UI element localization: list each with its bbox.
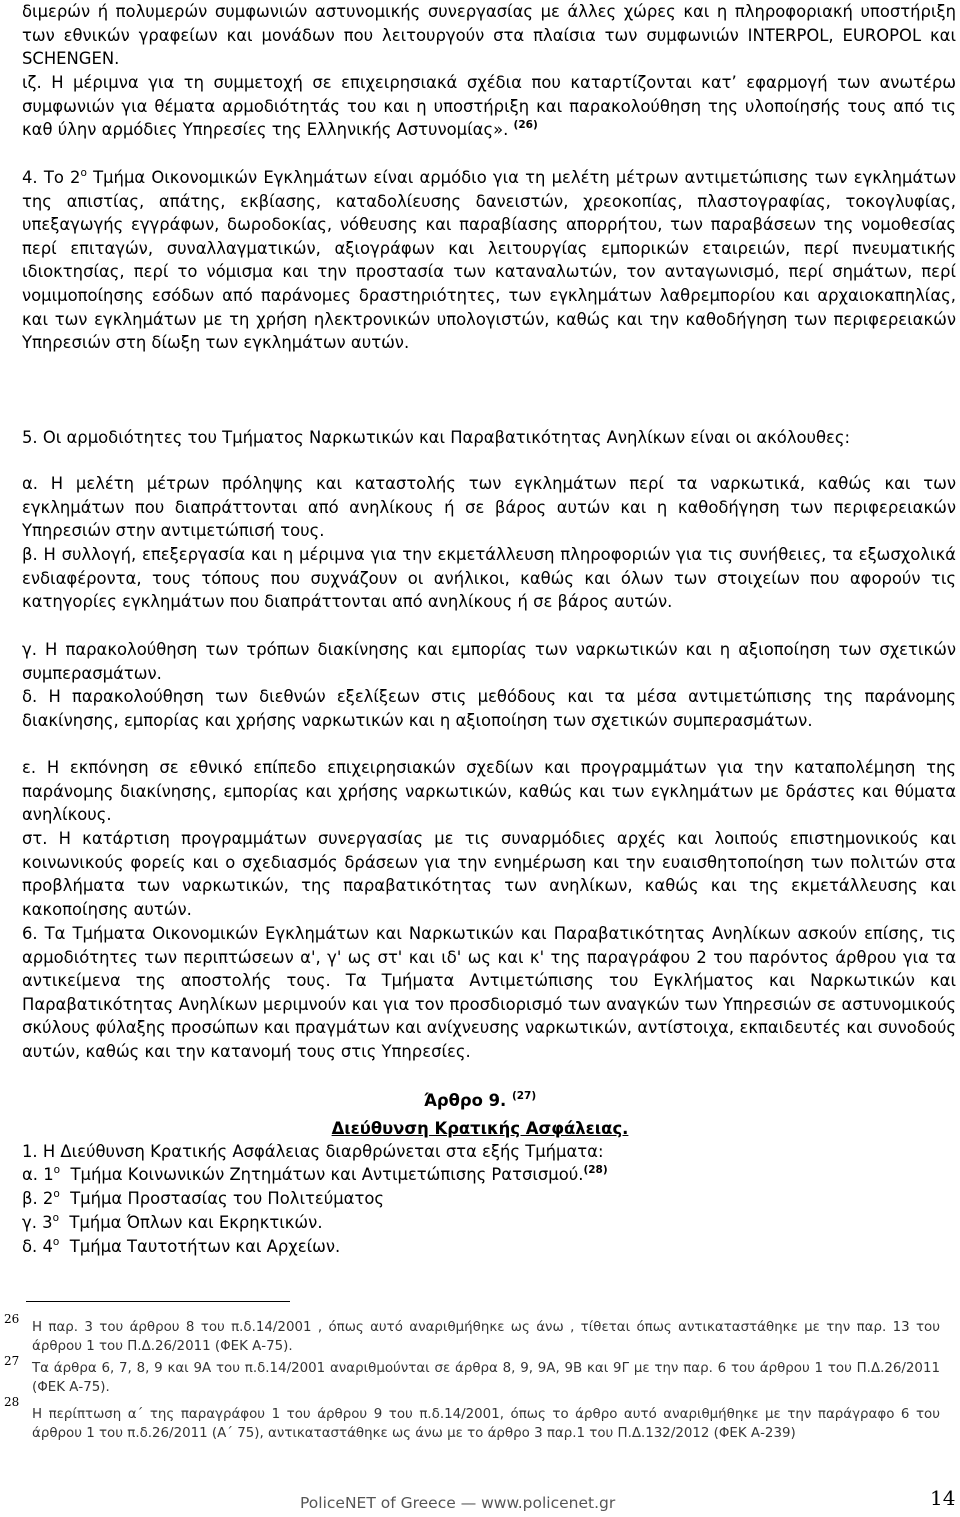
department-item bbox=[22, 1187, 956, 1211]
page-footer-source: PoliceNET of Greece — www.policenet.gr bbox=[300, 1494, 616, 1512]
paragraph-4 bbox=[22, 166, 956, 355]
paragraph-5d: δ. Η παρακολούθηση των διεθνών εξελίξεων στις μεθόδους και τα μέσα αντιμετώπισης της παράνομης διακίνησης, εμπορίας και χρήσης ναρκωτικών και η αξιοποίηση των σχετικών συμπερασμάτων. bbox=[22, 687, 956, 730]
footnote-number: 28 bbox=[4, 1395, 20, 1409]
paragraph-4-text: Τμήμα Οικονομικών Εγκλημάτων είναι αρμόδιο για τη μελέτη μέτρων αντιμετώπισης των εγκλημάτων της απιστίας, απάτης, εκβίασης, καταδολίευσης δανειστών, χρεοκοπίας, πλαστογραφίας, τοκογλυφίας, υπεξαγωγής εγγράφων, δωροδοκίας, νόθευσης και παραβίασης απορρήτου, των παραβάσεων της νομοθεσίας περί επιταγών, συναλλαγματικών, αξιογράφων και λειτουργίας εμπορικών εταιρειών, περί πνευματικής ιδιοκτησίας, περί το νόμισμα και την προστασία των καταναλωτών, τον ανταγωνισμό, περί σημάτων, περί νομιμοποίησης εσόδων από παράνομες δραστηριότητες, των εγκλημάτων λαθρεμπορίου και αρχαιοκαπηλίας, και των εγκλημάτων με τη χρήση ηλεκτρονικών υπολογιστών, καθώς και την καθοδήγηση των περιφερειακών Υπηρεσιών στη δίωξη των εγκλημάτων αυτών. bbox=[22, 168, 956, 353]
paragraph-iz-text: ιζ. Η μέριμνα για τη συμμετοχή σε επιχειρησιακά σχέδια που καταρτίζονται κατ’ εφαρμογή των ανωτέρω συμφωνιών για θέματα αρμοδιότητάς του και η υποστήριξη και παρακολούθηση της υλοποίησής τους από τις καθ ύλην αρμόδιες Υπηρεσίες της Ελληνικής Αστυνομίας». bbox=[22, 73, 956, 140]
article-subtitle: Διεύθυνση Κρατικής Ασφάλειας. bbox=[331, 1119, 629, 1138]
footnote-divider bbox=[26, 1301, 290, 1302]
ordinal-sup: ο bbox=[52, 1212, 59, 1224]
paragraph-iz bbox=[22, 71, 956, 142]
footnote-number: 27 bbox=[4, 1354, 20, 1368]
paragraph-5: 5. Οι αρμοδιότητες του Τμήματος Ναρκωτικών και Παραβατικότητας Ανηλίκων είναι οι ακόλουθες: bbox=[22, 428, 851, 447]
footnote-ref-28: (28) bbox=[583, 1164, 608, 1176]
item-label: α. 1 bbox=[22, 1165, 54, 1184]
footnote-number: 26 bbox=[4, 1312, 20, 1326]
paragraph-5st: στ. Η κατάρτιση προγραμμάτων συνεργασίας με τις συναρμόδιες αρχές και λοιπούς επιστημονικούς και κοινωνικούς φορείς και ο σχεδιασμός δράσεων για την ενημέρωση και την ευαισθητοποίηση των πολιτών στα προβλήματα των ναρκωτικών, της παραβατικότητας των ανηλίκων, καθώς και της εκμετάλλευσης και κακοποίησης αυτών. bbox=[22, 829, 956, 919]
item-text: Τμήμα Όπλων και Εκρηκτικών. bbox=[59, 1213, 323, 1232]
footnote-27: Τα άρθρα 6, 7, 8, 9 και 9Α του π.δ.14/2001 αναριθμούνται σε άρθρα 8, 9, 9Α, 9Β και 9Γ με την παρ. 6 του άρθρου 1 του Π.Δ.26/2011 (ΦΕΚ Α-75). bbox=[32, 1361, 940, 1396]
footnote-ref-26: (26) bbox=[513, 119, 538, 132]
paragraph-4-number: 4. Το 2 bbox=[22, 168, 81, 187]
article-paragraph-1: 1. Η Διεύθυνση Κρατικής Ασφάλειας διαρθρώνεται στα εξής Τμήματα: bbox=[22, 1142, 604, 1161]
ordinal-sup: ο bbox=[53, 1164, 61, 1176]
ordinal-sup: ο bbox=[52, 1236, 60, 1248]
footnote-28: Η περίπτωση α΄ της παραγράφου 1 του άρθρου 9 του π.δ.14/2001, όπως το άρθρο αυτό αναριθμήθηκε με την παράγραφο 6 του άρθρου 1 του π.δ.26/2011 (Α΄ 75), αντικαταστάθηκε ως άνω με το άρθρο 3 παρ.1 του Π.Δ.132/2012 (ΦΕΚ Α-239) bbox=[32, 1407, 940, 1442]
item-label: δ. 4 bbox=[22, 1237, 53, 1256]
paragraph-5b: β. Η συλλογή, επεξεργασία και η μέριμνα για την εκμετάλλευση πληροφοριών για τις συνήθειες, τα εξωσχολικά ενδιαφέροντα, τους τόπους που συχνάζουν οι ανήλικοι, καθώς και όλων των στοιχείων που αφορούν τις κατηγορίες εγκλημάτων που διαπράττονται από ανηλίκους ή σε βάρος αυτών. bbox=[22, 545, 956, 612]
page-number: 14 bbox=[930, 1486, 956, 1510]
footnote-26: Η παρ. 3 του άρθρου 8 του π.δ.14/2001 , όπως αυτό αναριθμήθηκε ως άνω , τίθεται όπως αντικαταστάθηκε με την παρ. 13 του άρθρου 1 του Π.Δ.26/2011 (ΦΕΚ Α-75). bbox=[32, 1320, 940, 1355]
item-text: Τμήμα Ταυτοτήτων και Αρχείων. bbox=[59, 1237, 341, 1256]
item-text: Τμήμα Προστασίας του Πολιτεύματος bbox=[59, 1189, 384, 1208]
ordinal-sup: ο bbox=[53, 1188, 60, 1200]
item-label: β. 2 bbox=[22, 1189, 54, 1208]
article-title bbox=[0, 1089, 960, 1113]
paragraph-intro: διμερών ή πολυμερών συμφωνιών αστυνομικής συνεργασίας με άλλες χώρες και η πληροφοριακή υποστήριξη των εθνικών γραφείων και μονάδων που λειτουργούν στα πλαίσια των συμφωνιών INTERPOL, EUROPOL και SCHENGEN. bbox=[22, 2, 956, 69]
paragraph-5e: ε. Η εκπόνηση σε εθνικό επίπεδο επιχειρησιακών σχεδίων και προγραμμάτων για την καταπολέμηση της παράνομης διακίνησης, εμπορίας και χρήσης ναρκωτικών, καθώς και των εγκλημάτων με δράστες και θύματα ανηλίκους. bbox=[22, 758, 956, 825]
department-item bbox=[22, 1211, 956, 1235]
article-title-text: Άρθρο 9. bbox=[423, 1091, 507, 1110]
department-item bbox=[22, 1163, 956, 1187]
department-item bbox=[22, 1235, 956, 1259]
footnote-ref-27: (27) bbox=[511, 1090, 537, 1102]
item-label: γ. 3 bbox=[22, 1213, 53, 1232]
item-text: Τμήμα Κοινωνικών Ζητημάτων και Αντιμετώπισης Ρατσισμού. bbox=[60, 1165, 584, 1184]
paragraph-5a: α. Η μελέτη μέτρων πρόληψης και καταστολής των εγκλημάτων περί τα ναρκωτικά, καθώς και των εγκλημάτων που διαπράττονται από ανηλίκους ή σε βάρος αυτών και η καθοδήγηση των περιφερειακών Υπηρεσιών στην αντιμετώπισή τους. bbox=[22, 474, 956, 541]
paragraph-5c: γ. Η παρακολούθηση των τρόπων διακίνησης και εμπορίας των ναρκωτικών και η αξιοποίηση των σχετικών συμπερασμάτων. bbox=[22, 640, 956, 683]
paragraph-6: 6. Τα Τμήματα Οικονομικών Εγκλημάτων και Ναρκωτικών και Παραβατικότητας Ανηλίκων ασκούν επίσης, τις αρμοδιότητες των περιπτώσεων α', γ' ως στ' και ιδ' ως και κ' της παραγράφου 2 του παρόντος άρθρου για τα αντικείμενα της αποστολής τους. Τα Τμήματα Αντιμετώπισης του Εγκλήματος και Ναρκωτικών και Παραβατικότητας Ανηλίκων μεριμνούν και για τον προσδιορισμό των αναγκών των Υπηρεσιών σε αστυνομικούς σκύλους φύλαξης προσώπων και πραγμάτων και ανίχνευσης ναρκωτικών, αντίστοιχα, εκπαιδευτές και συνοδούς αυτών, καθώς και την κατανομή τους στις Υπηρεσίες. bbox=[22, 924, 956, 1061]
ordinal-sup: ο bbox=[80, 167, 87, 179]
